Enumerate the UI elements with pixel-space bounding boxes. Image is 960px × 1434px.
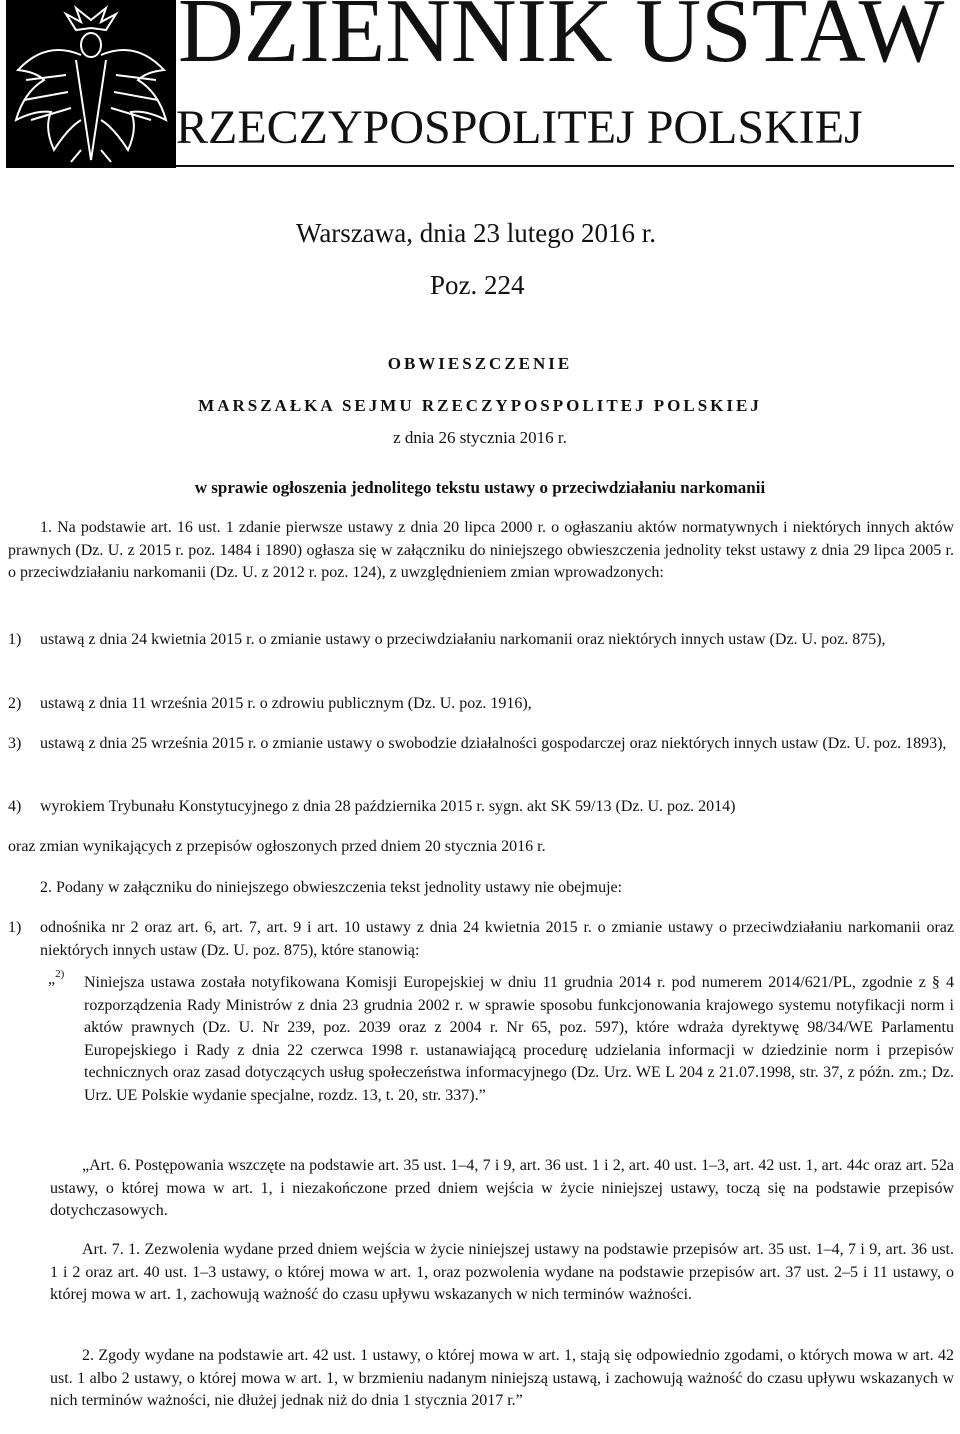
list-item-number: 3) <box>8 735 22 752</box>
paragraph-1: 1. Na podstawie art. 16 ust. 1 zdanie pierwsze ustawy z dnia 20 lipca 2000 r. o ogłaszaniu aktów normatywnych i niektórych innych aktów prawnych (Dz. U. z 2015 r. poz. 1484 i 1890) ogłasza się w załączniku do niniejszego obwieszczenia jednolity tekst ustawy z dnia 29 lipca 2005 r. o przeciwdziałaniu narkomanii (Dz. U. z 2012 r. poz. 124), z uwzględnieniem zmian wprowadzonych: <box>8 519 954 581</box>
list-item-text: ustawą z dnia 24 kwietnia 2015 r. o zmianie ustawy o przeciwdziałaniu narkomanii oraz niektórych innych ustaw (Dz. U. poz. 875), <box>40 631 886 648</box>
list-item <box>8 917 954 962</box>
list-item-text: odnośnika nr 2 oraz art. 6, art. 7, art. 9 i art. 10 ustawy z dnia 24 kwietnia 2015 r. o zmianie ustawy o przeciwdziałaniu narkomanii oraz niektórych innych ustaw (Dz. U. poz. 875), które stanowią: <box>40 919 954 959</box>
publication-date: Warszawa, dnia 23 lutego 2016 r. <box>296 218 656 248</box>
article-7-1: Art. 7. 1. Zezwolenia wydane przed dniem wejścia w życie niniejszej ustawy na podstawie przepisów art. 35 ust. 1–4, 7 i 9, art. 36 ust. 1 i 2 oraz art. 40 ust. 1–3 ustawy, o której mowa w art. 1, oraz pozwolenia wydane na podstawie przepisów art. 37 ust. 2–5 i 11 ustawy, o której mowa w art. 1, zachowują ważność do czasu upływu wskazanych w nich terminów ważności. <box>50 1241 954 1303</box>
document-type: OBWIESZCZENIE <box>387 354 573 373</box>
list-item-text: wyrokiem Trybunału Konstytucyjnego z dnia 28 października 2015 r. sygn. akt SK 59/13 (Dz. U. poz. 2014) <box>40 798 736 815</box>
paragraph-oraz: oraz zmian wynikających z przepisów ogłoszonych przed dniem 20 stycznia 2016 r. <box>8 838 546 855</box>
list-item <box>8 796 954 819</box>
list-item <box>8 733 954 756</box>
footnote-text: Niniejsza ustawa została notyfikowana Komisji Europejskiej w dniu 11 grudnia 2014 r. pod numerem 2014/621/PL, zgodnie z § 4 rozporządzenia Rady Ministrów z dnia 23 grudnia 2002 r. w sprawie sposobu funkcjonowania krajowego systemu notyfikacji norm i aktów prawnych (Dz. U. Nr 239, poz. 2039 oraz z 2004 r. Nr 65, poz. 597), które wdraża dyrektywę 98/34/WE Parlamentu Europejskiego i Rady z dnia 22 czerwca 1998 r. ustanawiającą procedurę udzielania informacji w dziedzinie norm i przepisów technicznych oraz zasad dotyczących usług społeczeństwa informacyjnego (Dz. Urz. WE L 204 z 21.07.1998, str. 37, z późn. zm.; Dz. Urz. UE Polskie wydanie specjalne, rozdz. 13, t. 20, str. 337).” <box>84 974 954 1104</box>
article-6: „Art. 6. Postępowania wszczęte na podstawie art. 35 ust. 1–4, 7 i 9, art. 36 ust. 1 i 2, art. 40 ust. 1–3, art. 42 ust. 1, art. 44c oraz art. 52a ustawy, o której mowa w art. 1, i niezakończone przed dniem wejścia w życie niniejszej ustawy, toczą się na podstawie przepisów dotychczasowych. <box>50 1157 954 1219</box>
list-item-number: 4) <box>8 798 22 815</box>
footnote-number: 2) <box>55 968 65 980</box>
opening-quote: „ <box>48 970 56 988</box>
masthead-divider <box>176 165 954 167</box>
document-subject: w sprawie ogłoszenia jednolitego tekstu ustawy o przeciwdziałaniu narkomanii <box>194 478 766 497</box>
document-issue-date: z dnia 26 stycznia 2016 r. <box>393 428 567 447</box>
list-item-text: ustawą z dnia 25 września 2015 r. o zmianie ustawy o swobodzie działalności gospodarczej oraz niektórych innych ustaw (Dz. U. poz. 1893), <box>40 735 947 752</box>
masthead-subtitle: RZECZYPOSPOLITEJ POLSKIEJ <box>176 101 863 154</box>
paragraph-2: 2. Podany w załączniku do niniejszego obwieszczenia tekst jednolity ustawy nie obejmuje: <box>40 879 623 896</box>
masthead-title: DZIENNIK USTAW <box>178 0 945 81</box>
list-item-number: 2) <box>8 695 22 712</box>
list-item-text: ustawą z dnia 11 września 2015 r. o zdrowiu publicznym (Dz. U. poz. 1916), <box>40 695 532 712</box>
list-item-number: 1) <box>8 631 22 648</box>
polish-eagle-emblem-icon <box>6 0 176 168</box>
article-7-2: 2. Zgody wydane na podstawie art. 42 ust. 1 ustawy, o której mowa w art. 1, stają się odpowiednio zgodami, o których mowa w art. 42 ust. 1 albo 2 ustawy, o której mowa w art. 1, w brzmieniu nadanym niniejszą ustawą, i zachowują ważność do czasu upływu wskazanych w nich terminów ważności, nie dłużej jednak niż do dnia 1 stycznia 2017 r.” <box>50 1347 954 1409</box>
footnote-marker <box>48 968 64 988</box>
position-number: Poz. 224 <box>430 270 525 300</box>
list-item-number: 1) <box>8 919 22 936</box>
list-item <box>8 629 954 652</box>
document-issuer: MARSZAŁKA SEJMU RZECZYPOSPOLITEJ POLSKIEJ <box>198 396 762 415</box>
list-item <box>8 693 954 716</box>
